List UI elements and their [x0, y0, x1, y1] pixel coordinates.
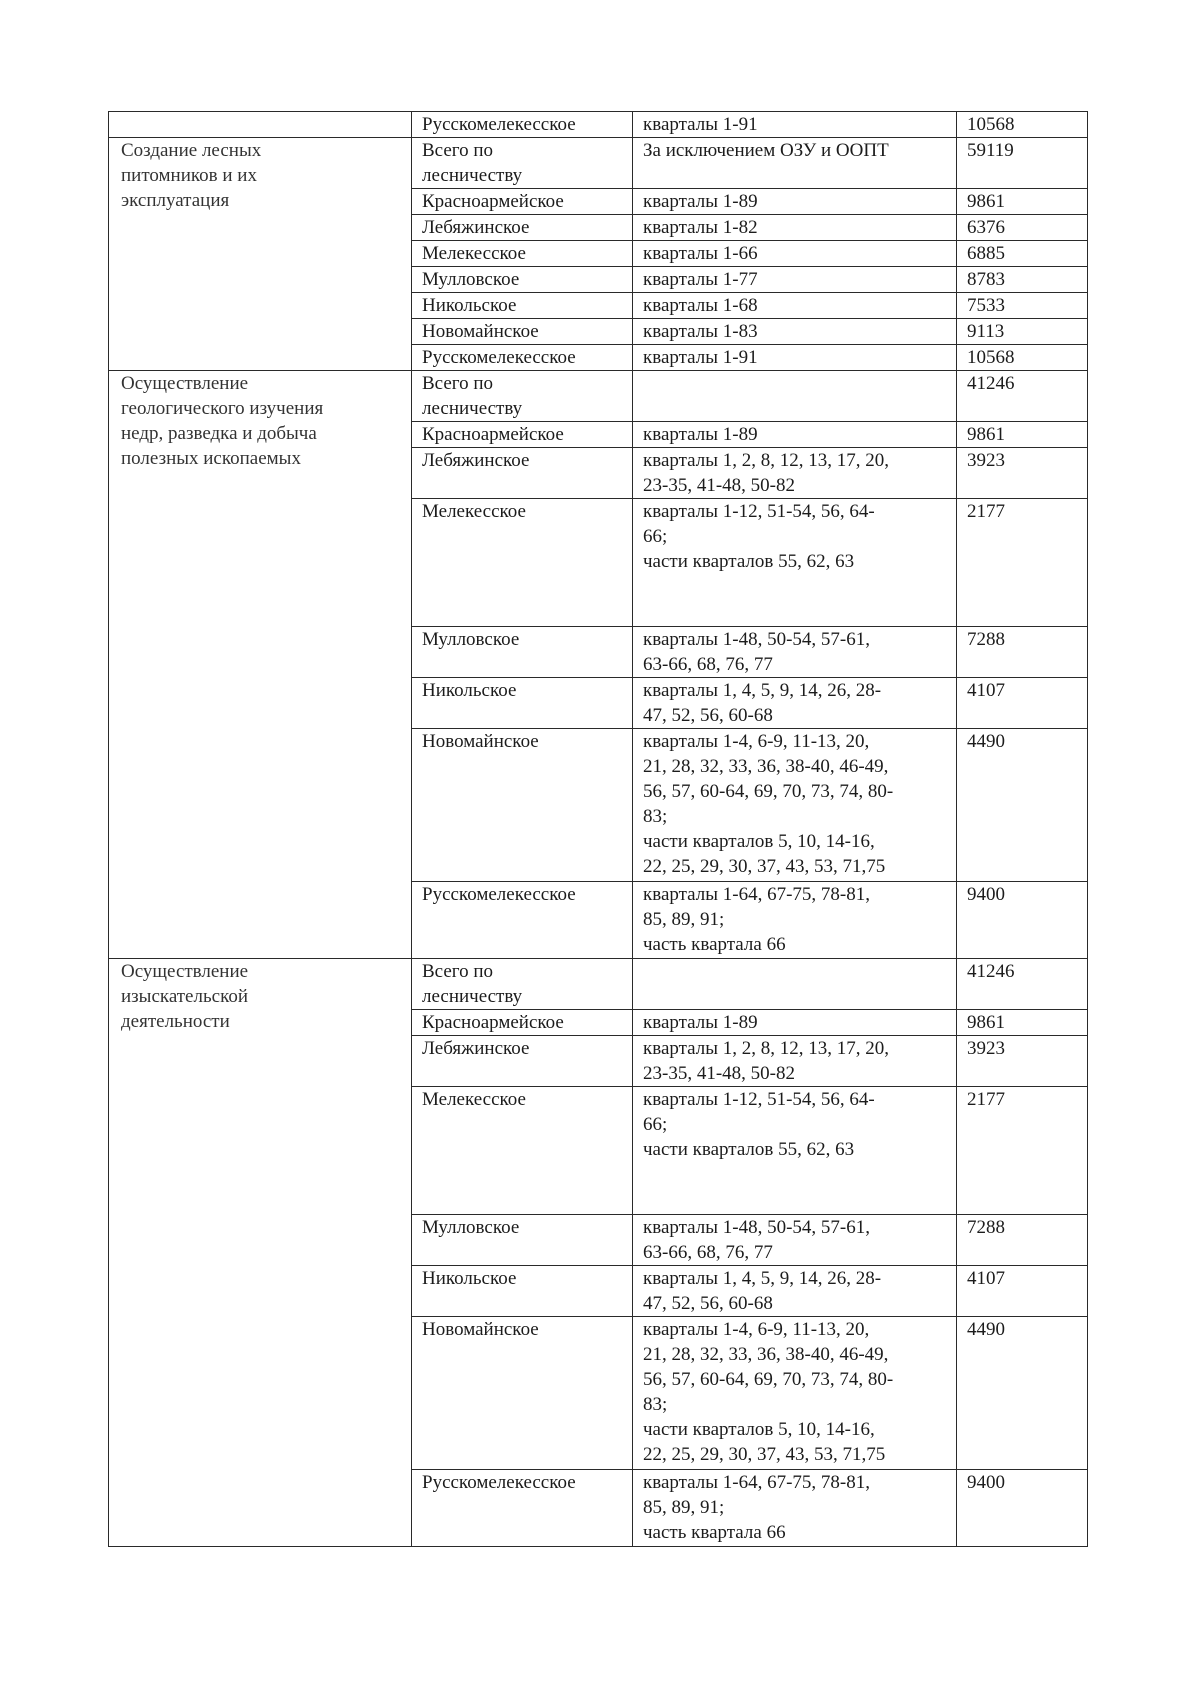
quarters-cell: кварталы 1-82	[633, 215, 957, 241]
area-value-cell: 4107	[957, 678, 1088, 729]
area-value-cell: 9400	[957, 1470, 1088, 1547]
forestry-cell: Лебяжинское	[412, 448, 633, 499]
area-value-cell: 7288	[957, 1215, 1088, 1266]
quarters-cell: кварталы 1, 4, 5, 9, 14, 26, 28- 47, 52, 56, 60-68	[633, 678, 957, 729]
forestry-cell: Русскомелекесское	[412, 882, 633, 959]
forestry-cell: Красноармейское	[412, 422, 633, 448]
forestry-cell: Лебяжинское	[412, 215, 633, 241]
table-row	[109, 112, 1088, 138]
quarters-cell: кварталы 1, 2, 8, 12, 13, 17, 20, 23-35, 41-48, 50-82	[633, 1036, 957, 1087]
forestry-cell: Никольское	[412, 678, 633, 729]
forestry-cell: Красноармейское	[412, 189, 633, 215]
quarters-cell: кварталы 1-89	[633, 422, 957, 448]
quarters-cell: кварталы 1-91	[633, 112, 957, 138]
forestry-cell: Никольское	[412, 1266, 633, 1317]
area-value-cell: 6376	[957, 215, 1088, 241]
area-value-cell: 7288	[957, 627, 1088, 678]
area-value-cell: 3923	[957, 1036, 1088, 1087]
forestry-cell: Новомайнское	[412, 1317, 633, 1470]
quarters-cell	[633, 959, 957, 1010]
area-value-cell: 9861	[957, 422, 1088, 448]
area-value-cell: 2177	[957, 499, 1088, 627]
forestry-table	[108, 111, 1088, 1547]
area-value-cell: 7533	[957, 293, 1088, 319]
area-value-cell: 2177	[957, 1087, 1088, 1215]
forestry-cell: Мелекесское	[412, 1087, 633, 1215]
forestry-cell: Новомайнское	[412, 729, 633, 882]
area-value-cell: 9861	[957, 1010, 1088, 1036]
quarters-cell: кварталы 1-91	[633, 345, 957, 371]
forestry-cell: Мелекесское	[412, 241, 633, 267]
quarters-cell: кварталы 1-66	[633, 241, 957, 267]
quarters-cell: кварталы 1-64, 67-75, 78-81, 85, 89, 91; часть квартала 66	[633, 1470, 957, 1547]
forestry-cell: Новомайнское	[412, 319, 633, 345]
quarters-cell: кварталы 1, 2, 8, 12, 13, 17, 20, 23-35, 41-48, 50-82	[633, 448, 957, 499]
quarters-cell: кварталы 1-4, 6-9, 11-13, 20, 21, 28, 32, 33, 36, 38-40, 46-49, 56, 57, 60-64, 69, 70, 73, 74, 80- 83; части кварталов 5, 10, 14-16, 22, 25, 29, 30, 37, 43, 53, 71,75	[633, 729, 957, 882]
forestry-cell: Лебяжинское	[412, 1036, 633, 1087]
forestry-cell: Всего по лесничеству	[412, 371, 633, 422]
quarters-cell: кварталы 1-48, 50-54, 57-61, 63-66, 68, 76, 77	[633, 627, 957, 678]
table-row	[109, 371, 1088, 422]
area-value-cell: 41246	[957, 371, 1088, 422]
activity-type-cell	[109, 112, 412, 138]
forestry-cell: Мелекесское	[412, 499, 633, 627]
quarters-cell: кварталы 1-64, 67-75, 78-81, 85, 89, 91; часть квартала 66	[633, 882, 957, 959]
area-value-cell: 4490	[957, 1317, 1088, 1470]
area-value-cell: 3923	[957, 448, 1088, 499]
area-value-cell: 9861	[957, 189, 1088, 215]
forestry-cell: Всего по лесничеству	[412, 138, 633, 189]
quarters-cell: кварталы 1-4, 6-9, 11-13, 20, 21, 28, 32, 33, 36, 38-40, 46-49, 56, 57, 60-64, 69, 70, 73, 74, 80- 83; части кварталов 5, 10, 14-16, 22, 25, 29, 30, 37, 43, 53, 71,75	[633, 1317, 957, 1470]
quarters-cell: кварталы 1-12, 51-54, 56, 64- 66; части кварталов 55, 62, 63	[633, 499, 957, 627]
area-value-cell: 6885	[957, 241, 1088, 267]
quarters-cell	[633, 371, 957, 422]
quarters-cell: кварталы 1, 4, 5, 9, 14, 26, 28- 47, 52, 56, 60-68	[633, 1266, 957, 1317]
area-value-cell: 41246	[957, 959, 1088, 1010]
quarters-cell: кварталы 1-12, 51-54, 56, 64- 66; части кварталов 55, 62, 63	[633, 1087, 957, 1215]
quarters-cell: кварталы 1-89	[633, 1010, 957, 1036]
area-value-cell: 9113	[957, 319, 1088, 345]
quarters-cell: кварталы 1-89	[633, 189, 957, 215]
forestry-cell: Красноармейское	[412, 1010, 633, 1036]
area-value-cell: 10568	[957, 345, 1088, 371]
area-value-cell: 59119	[957, 138, 1088, 189]
activity-type-cell: Создание лесных питомников и их эксплуатация	[109, 138, 412, 371]
quarters-cell: кварталы 1-83	[633, 319, 957, 345]
area-value-cell: 9400	[957, 882, 1088, 959]
forestry-cell: Мулловское	[412, 627, 633, 678]
quarters-cell: кварталы 1-68	[633, 293, 957, 319]
forestry-cell: Русскомелекесское	[412, 112, 633, 138]
area-value-cell: 10568	[957, 112, 1088, 138]
forestry-cell: Мулловское	[412, 1215, 633, 1266]
forestry-cell: Всего по лесничеству	[412, 959, 633, 1010]
activity-type-cell: Осуществление изыскательской деятельности	[109, 959, 412, 1547]
quarters-cell: кварталы 1-48, 50-54, 57-61, 63-66, 68, 76, 77	[633, 1215, 957, 1266]
quarters-cell: За исключением ОЗУ и ООПТ	[633, 138, 957, 189]
table-row	[109, 138, 1088, 189]
forestry-cell: Никольское	[412, 293, 633, 319]
table-body	[109, 112, 1088, 1547]
table-row	[109, 959, 1088, 1010]
area-value-cell: 4107	[957, 1266, 1088, 1317]
area-value-cell: 4490	[957, 729, 1088, 882]
forestry-cell: Русскомелекесское	[412, 1470, 633, 1547]
area-value-cell: 8783	[957, 267, 1088, 293]
forestry-cell: Русскомелекесское	[412, 345, 633, 371]
activity-type-cell: Осуществление геологического изучения недр, разведка и добыча полезных ископаемых	[109, 371, 412, 959]
forestry-cell: Мулловское	[412, 267, 633, 293]
quarters-cell: кварталы 1-77	[633, 267, 957, 293]
